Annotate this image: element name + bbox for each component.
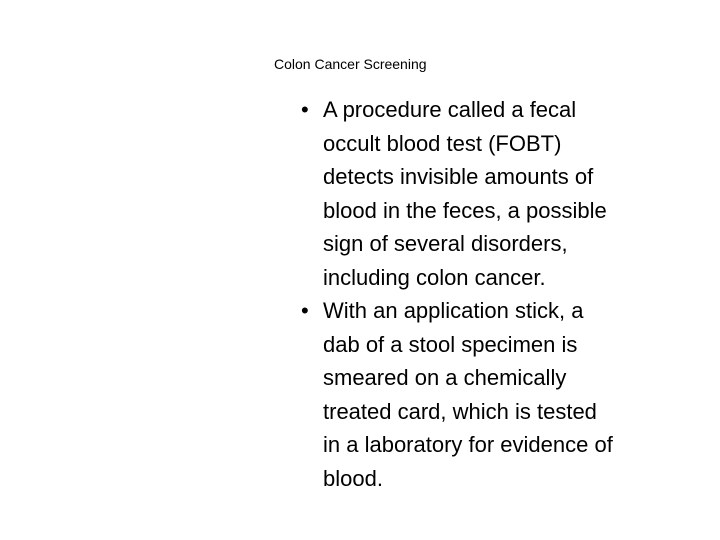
bullet-item-fobt — [297, 93, 677, 294]
bullet-line: occult blood test (FOBT) — [323, 130, 562, 156]
bullet-marker: • — [301, 298, 309, 323]
bullet-line: With an application stick, a — [323, 298, 584, 323]
bullet-line: blood. — [323, 465, 383, 491]
bullet-list — [297, 93, 677, 495]
bullet-line: treated card, which is tested — [323, 398, 597, 424]
bullet-line: smeared on a chemically — [323, 365, 567, 390]
bullet-line: blood in the feces, a possible — [323, 197, 607, 223]
bullet-line: in a laboratory for evidence of — [323, 432, 613, 457]
slide-title: Colon Cancer Screening — [274, 56, 427, 72]
bullet-item-application-stick — [297, 294, 677, 495]
bullet-marker: • — [301, 97, 309, 122]
bullet-line: A procedure called a fecal — [323, 97, 577, 122]
bullet-line: including colon cancer. — [323, 264, 546, 290]
bullet-line: dab of a stool specimen is — [323, 331, 578, 357]
bullet-line: detects invisible amounts of — [323, 164, 594, 189]
bullet-line: sign of several disorders, — [323, 231, 568, 256]
